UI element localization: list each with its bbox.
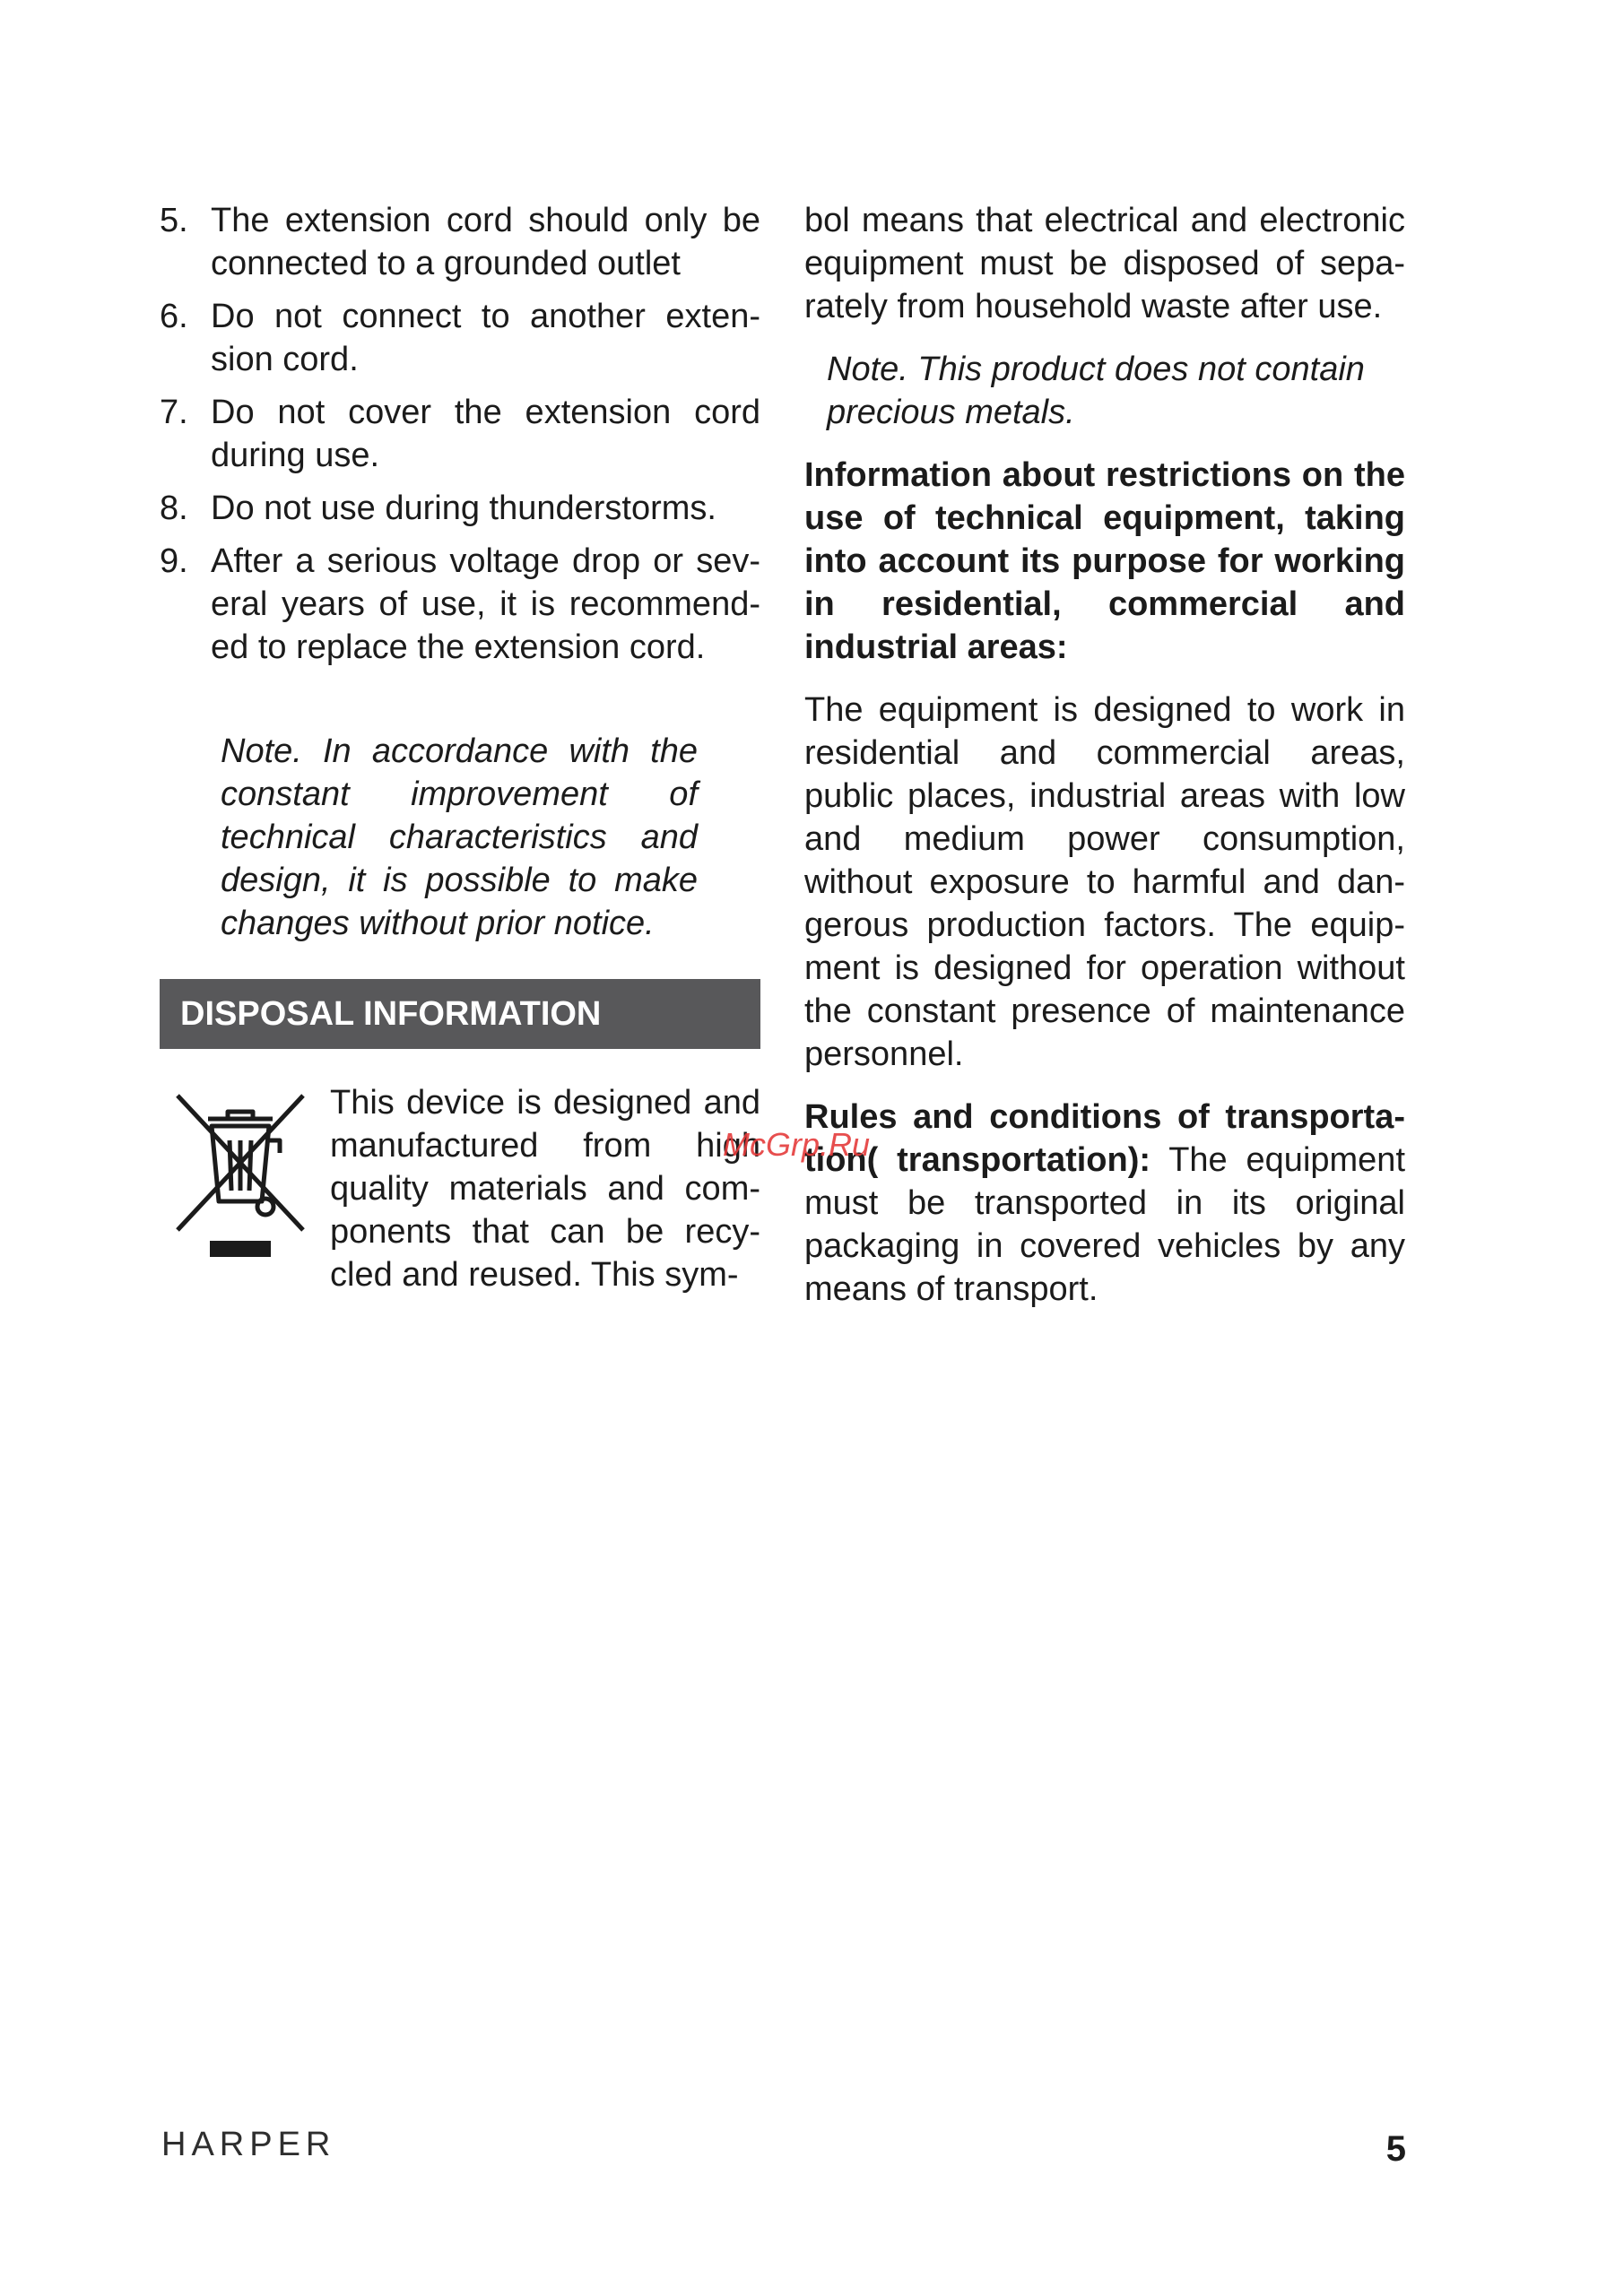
right-column — [804, 199, 1405, 1311]
crossed-out-wheelie-bin-icon — [169, 1087, 312, 1257]
disposal-continuation: bol means that electrical and electronic equipment must be disposed of sepa-rately from household waste after use. — [804, 202, 1405, 325]
transport-heading: Rules and conditions of transporta-tion( transportation): — [804, 1098, 1405, 1179]
safety-list — [160, 199, 760, 669]
disposal-block — [160, 1081, 760, 1296]
disposal-text: This device is designed and manufactured from high quality materials and com-ponents that can be recy-cled and reused. This sym- — [330, 1084, 760, 1294]
harper-logo — [161, 2125, 381, 2161]
transport-text: The equipment must be transported in its original packaging in covered vehicles by any means of transport. — [804, 1141, 1406, 1308]
list-item: 8. Do not use during thunderstorms. — [160, 490, 716, 527]
restrictions-text: The equipment is designed to work in residential and commercial areas, public places, industrial areas with low and medium power consumption, without exposure to harmful and dan-gerous production factors. The equip-ment is designed for operation without the constant presence of maintenance personnel. — [804, 691, 1405, 1073]
list-item: 6. Do not connect to another exten-sion cord. — [160, 298, 760, 378]
restrictions-heading: Information about restrictions on the use of technical equipment, taking into account its purpose for working in residential, commercial and industrial areas: — [804, 456, 1405, 666]
transport-paragraph — [804, 1096, 1405, 1311]
page-number: 5 — [1385, 2129, 1406, 2169]
list-item: 9. After a serious voltage drop or sev-eral years of use, it is recommend-ed to replace the extension cord. — [160, 542, 760, 666]
list-item: 5. The extension cord should only be connected to a grounded outlet — [160, 202, 760, 282]
precious-metals-note: Note. This product does not contain precious metals. — [827, 351, 1365, 431]
list-item: 7. Do not cover the extension cord during use. — [160, 394, 760, 474]
left-column — [160, 199, 760, 1296]
disposal-section-header: DISPOSAL INFORMATION — [160, 979, 760, 1049]
watermark: McGrp.Ru — [723, 1126, 871, 1163]
svg-text:HARPER: HARPER — [161, 2126, 336, 2161]
improvement-note: Note. In accordance with the constant improvement of technical characteristics and design, it is possible to make changes without prior notice. — [221, 732, 698, 942]
